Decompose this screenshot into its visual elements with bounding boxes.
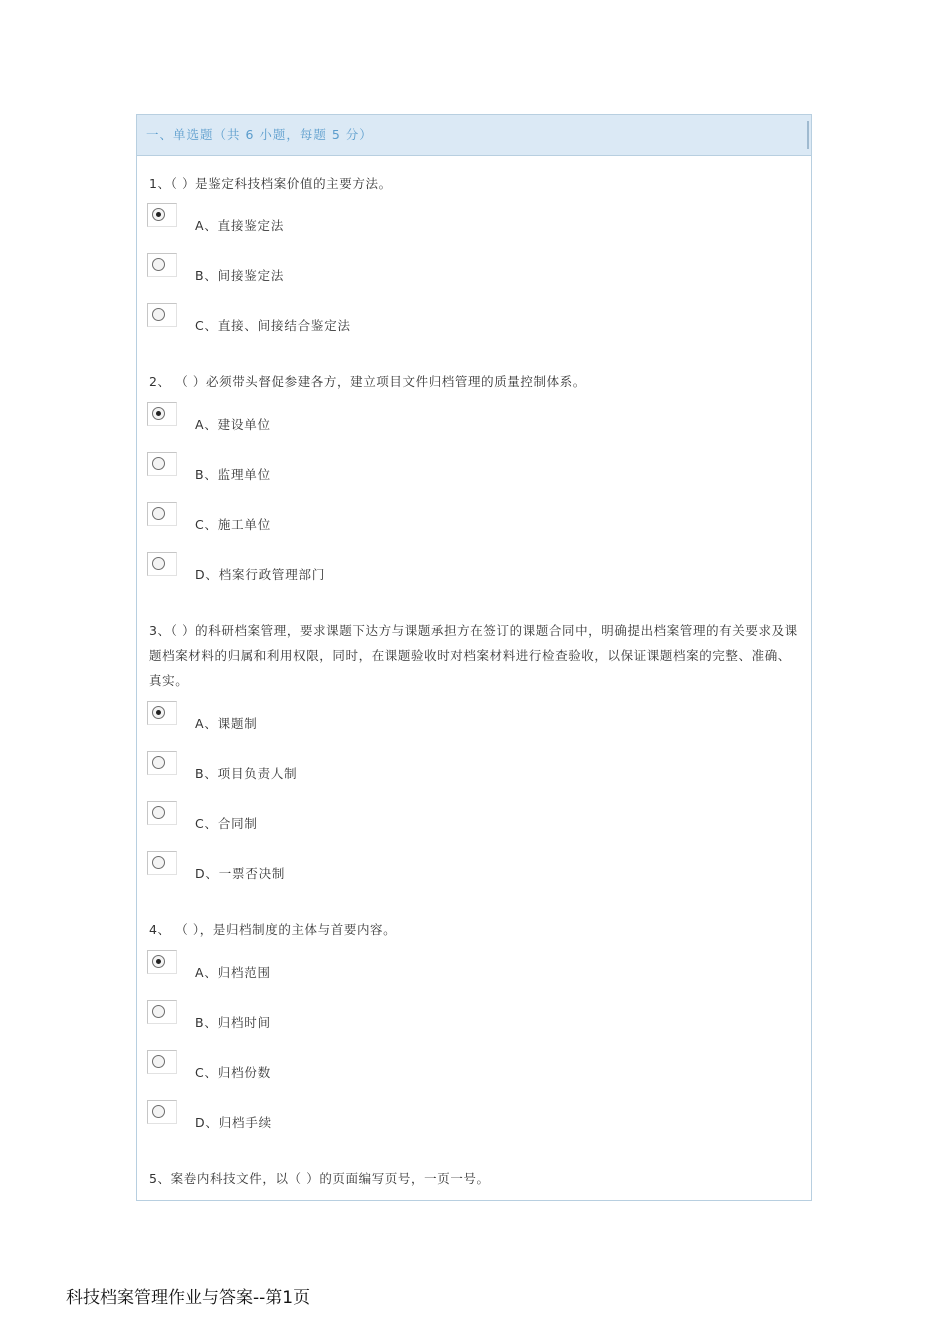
q1-option-b[interactable] bbox=[147, 253, 547, 293]
option-label: B、归档时间 bbox=[195, 1015, 271, 1030]
option-label: D、一票否决制 bbox=[195, 866, 286, 881]
radio-unchecked-icon bbox=[152, 308, 165, 321]
radio-button[interactable] bbox=[147, 303, 177, 327]
q4-option-c[interactable] bbox=[147, 1050, 547, 1090]
radio-button[interactable] bbox=[147, 801, 177, 825]
radio-button[interactable] bbox=[147, 701, 177, 725]
option-label: D、档案行政管理部门 bbox=[195, 567, 326, 582]
q1-option-a[interactable] bbox=[147, 203, 547, 243]
option-label: C、归档份数 bbox=[195, 1065, 272, 1080]
q4-option-b[interactable] bbox=[147, 1000, 547, 1040]
question-1-text: 1、（ ）是鉴定科技档案价值的主要方法。 bbox=[149, 176, 392, 191]
q1-option-c[interactable] bbox=[147, 303, 547, 343]
radio-button[interactable] bbox=[147, 1000, 177, 1024]
radio-unchecked-icon bbox=[152, 258, 165, 271]
q4-option-a[interactable] bbox=[147, 950, 547, 990]
quiz-panel bbox=[136, 114, 812, 1201]
option-label: D、归档手续 bbox=[195, 1115, 272, 1130]
radio-button[interactable] bbox=[147, 402, 177, 426]
question-4-text: 4、 （ ），是归档制度的主体与首要内容。 bbox=[149, 922, 397, 937]
radio-unchecked-icon bbox=[152, 457, 165, 470]
radio-checked-icon bbox=[152, 706, 165, 719]
radio-button[interactable] bbox=[147, 203, 177, 227]
option-label: C、施工单位 bbox=[195, 517, 272, 532]
radio-unchecked-icon bbox=[152, 1055, 165, 1068]
radio-button[interactable] bbox=[147, 751, 177, 775]
radio-unchecked-icon bbox=[152, 806, 165, 819]
q3-option-d[interactable] bbox=[147, 851, 547, 891]
q4-option-d[interactable] bbox=[147, 1100, 547, 1140]
radio-button[interactable] bbox=[147, 502, 177, 526]
option-label: A、直接鉴定法 bbox=[195, 218, 285, 233]
option-label: B、监理单位 bbox=[195, 467, 271, 482]
radio-unchecked-icon bbox=[152, 1005, 165, 1018]
radio-unchecked-icon bbox=[152, 856, 165, 869]
section-header: 一、单选题（共 6 小题，每题 5 分） bbox=[137, 115, 811, 156]
question-2-text: 2、 （ ）必须带头督促参建各方，建立项目文件归档管理的质量控制体系。 bbox=[149, 374, 586, 389]
option-label: A、建设单位 bbox=[195, 417, 271, 432]
radio-unchecked-icon bbox=[152, 756, 165, 769]
radio-button[interactable] bbox=[147, 253, 177, 277]
radio-unchecked-icon bbox=[152, 507, 165, 520]
radio-button[interactable] bbox=[147, 1100, 177, 1124]
q2-option-a[interactable] bbox=[147, 402, 547, 442]
q2-option-d[interactable] bbox=[147, 552, 547, 592]
q2-option-c[interactable] bbox=[147, 502, 547, 542]
radio-button[interactable] bbox=[147, 552, 177, 576]
q2-option-b[interactable] bbox=[147, 452, 547, 492]
radio-button[interactable] bbox=[147, 950, 177, 974]
radio-button[interactable] bbox=[147, 452, 177, 476]
question-5-text: 5、案卷内科技文件，以（ ）的页面编写页号，一页一号。 bbox=[149, 1171, 490, 1186]
option-label: C、直接、间接结合鉴定法 bbox=[195, 318, 351, 333]
question-3-text: 3、（ ）的科研档案管理，要求课题下达方与课题承担方在签订的课题合同中，明确提出档案管理的有关要求及课题档案材料的归属和利用权限，同时，在课题验收时对档案材料进行检查验收，以保证课题档案的完整、准确、真实。 bbox=[149, 623, 798, 688]
radio-button[interactable] bbox=[147, 851, 177, 875]
option-label: B、间接鉴定法 bbox=[195, 268, 285, 283]
option-label: B、项目负责人制 bbox=[195, 766, 298, 781]
option-label: A、课题制 bbox=[195, 716, 258, 731]
radio-button[interactable] bbox=[147, 1050, 177, 1074]
q3-option-b[interactable] bbox=[147, 751, 547, 791]
radio-unchecked-icon bbox=[152, 1105, 165, 1118]
option-label: C、合同制 bbox=[195, 816, 258, 831]
radio-checked-icon bbox=[152, 407, 165, 420]
radio-unchecked-icon bbox=[152, 557, 165, 570]
option-label: A、归档范围 bbox=[195, 965, 271, 980]
radio-checked-icon bbox=[152, 955, 165, 968]
page-footer: 科技档案管理作业与答案--第1页 bbox=[66, 1288, 311, 1308]
q3-option-c[interactable] bbox=[147, 801, 547, 841]
radio-checked-icon bbox=[152, 208, 165, 221]
q3-option-a[interactable] bbox=[147, 701, 547, 741]
